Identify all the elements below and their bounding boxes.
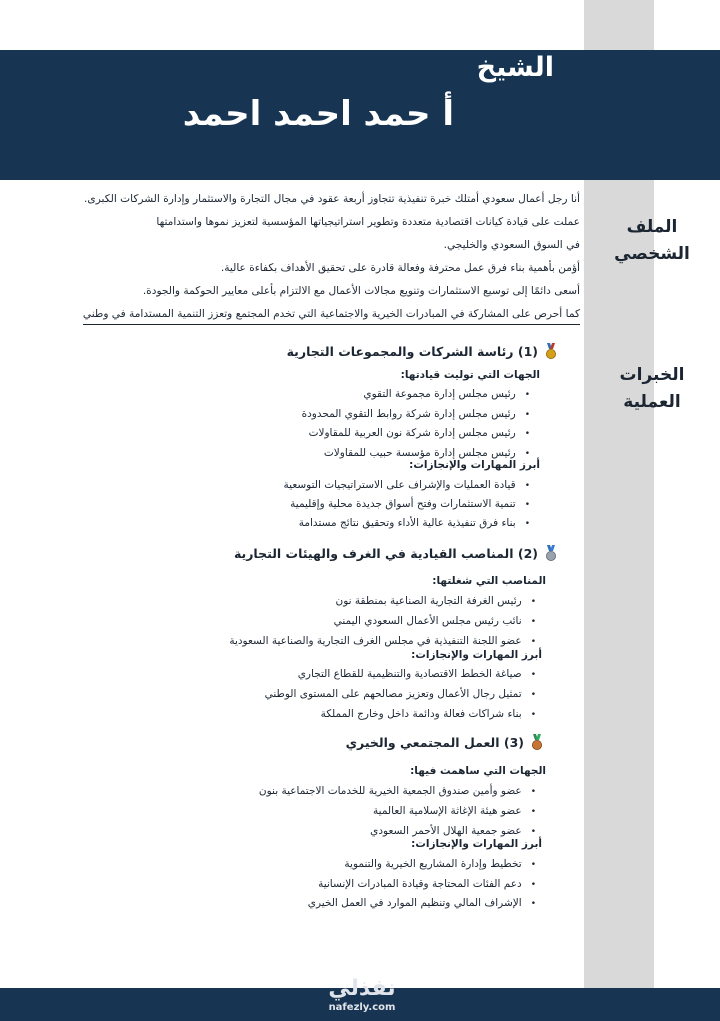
list-item: • دعم الفئات المحتاجة وقيادة المبادرات الإنسانية — [308, 875, 536, 895]
section-heading — [346, 734, 544, 750]
profile-line: عملت على قيادة كيانات اقتصادية متعددة وتطوير استراتيجياتها المؤسسية لتعزيز نموها واستدامتها — [156, 216, 580, 228]
bullet-list — [229, 592, 536, 652]
person-name: أ حمد احمد احمد — [182, 94, 454, 134]
list-item: • رئيس مجلس إدارة مجموعة التقوي — [302, 385, 530, 405]
list-item: • عضو اللجنة التنفيذية في مجلس الغرف التجارية والصناعية السعودية — [229, 632, 536, 652]
bullet-list — [259, 782, 536, 842]
list-item: • تمثيل رجال الأعمال وتعزيز مصالحهم على المستوى الوطني — [265, 685, 536, 705]
watermark-arabic: نفذلي — [328, 976, 396, 1001]
section-title: (1) رئاسة الشركات والمجموعات التجارية — [286, 343, 538, 359]
sub-heading: الجهات التي توليت قيادتها: — [400, 369, 540, 381]
sub-heading: أبرز المهارات والإنجازات: — [409, 459, 540, 471]
list-item: • عضو وأمين صندوق الجمعية الخيرية للخدمات الاجتماعية بنون — [259, 782, 536, 802]
list-item: • رئيس مجلس إدارة شركة نون العربية للمقاولات — [302, 424, 530, 444]
list-item: • نائب رئيس مجلس الأعمال السعودي اليمني — [229, 612, 536, 632]
section-title: (3) العمل المجتمعي والخيري — [345, 734, 524, 750]
sub-heading: أبرز المهارات والإنجازات: — [411, 838, 542, 850]
list-item: • عضو جمعية الهلال الأحمر السعودي — [259, 822, 536, 842]
profile-line: أسعى دائمًا إلى توسيع الاستثمارات وتنويع مجالات الأعمال مع الالتزام بأعلى معايير الحوكمة والجودة. — [142, 285, 580, 297]
section-heading — [234, 545, 558, 561]
list-item: • تخطيط وإدارة المشاريع الخيرية والتنموية — [308, 855, 536, 875]
profile-line: كما أحرص على المشاركة في المبادرات الخيرية والاجتماعية التي تخدم المجتمع وتعزز التنمية المستدامة في وطني — [83, 305, 580, 325]
list-item: • تنمية الاستثمارات وفتح أسواق جديدة محلية وإقليمية — [284, 495, 530, 514]
gold-medal-icon — [544, 343, 558, 359]
sub-heading: الجهات التي ساهمت فيها: — [410, 765, 546, 777]
watermark — [316, 976, 408, 1014]
list-item: • رئيس الغرفة التجارية الصناعية بمنطقة نون — [229, 592, 536, 612]
experience-label-line-2: العملية — [623, 392, 681, 412]
watermark-latin: nafezly.com — [328, 1002, 396, 1013]
sub-heading: المناصب التي شغلتها: — [432, 575, 546, 587]
sub-heading: أبرز المهارات والإنجازات: — [411, 649, 542, 661]
bullet-list — [284, 476, 530, 533]
bronze-medal-icon — [530, 734, 544, 750]
list-item: • صياغة الخطط الاقتصادية والتنظيمية للقطاع التجاري — [265, 665, 536, 685]
profile-label-line-2: الشخصي — [614, 244, 690, 264]
profile-line: في السوق السعودي والخليجي. — [443, 239, 580, 251]
bullet-list — [265, 665, 536, 725]
section-heading — [287, 343, 558, 359]
list-item: • بناء شراكات فعالة ودائمة داخل وخارج المملكة — [265, 705, 536, 725]
list-item: • عضو هيئة الإغاثة الإسلامية العالمية — [259, 802, 536, 822]
silver-medal-icon — [544, 545, 558, 561]
section-title: (2) المناصب القيادية في الغرف والهيئات التجارية — [233, 545, 538, 561]
profile-line: أؤمن بأهمية بناء فرق عمل محترفة وفعالة قادرة على تحقيق الأهداف بكفاءة عالية. — [220, 262, 580, 274]
profile-label — [584, 214, 720, 268]
list-item: • قيادة العمليات والإشراف على الاستراتيجيات التوسعية — [284, 476, 530, 495]
bullet-list — [308, 855, 536, 914]
bullet-list — [302, 385, 530, 463]
honorific-title: الشيخ — [476, 52, 554, 83]
list-item: • بناء فرق تنفيذية عالية الأداء وتحقيق نتائج مستدامة — [284, 514, 530, 533]
profile-line: أنا رجل أعمال سعودي أمتلك خبرة تنفيذية تتجاوز أربعة عقود في مجال التجارة والاستثمار وإدارة الشركات الكبرى. — [84, 193, 580, 205]
list-item: • رئيس مجلس إدارة شركة روابط التقوي المحدودة — [302, 405, 530, 425]
list-item: • الإشراف المالي وتنظيم الموارد في العمل الخيري — [308, 894, 536, 914]
list-item: • رئيس مجلس إدارة مؤسسة حبيب للمقاولات — [302, 444, 530, 464]
experience-label-line-1: الخبرات — [619, 365, 685, 385]
experience-label — [584, 362, 720, 416]
profile-label-line-1: الملف — [626, 217, 678, 237]
profile-summary — [4, 188, 580, 326]
